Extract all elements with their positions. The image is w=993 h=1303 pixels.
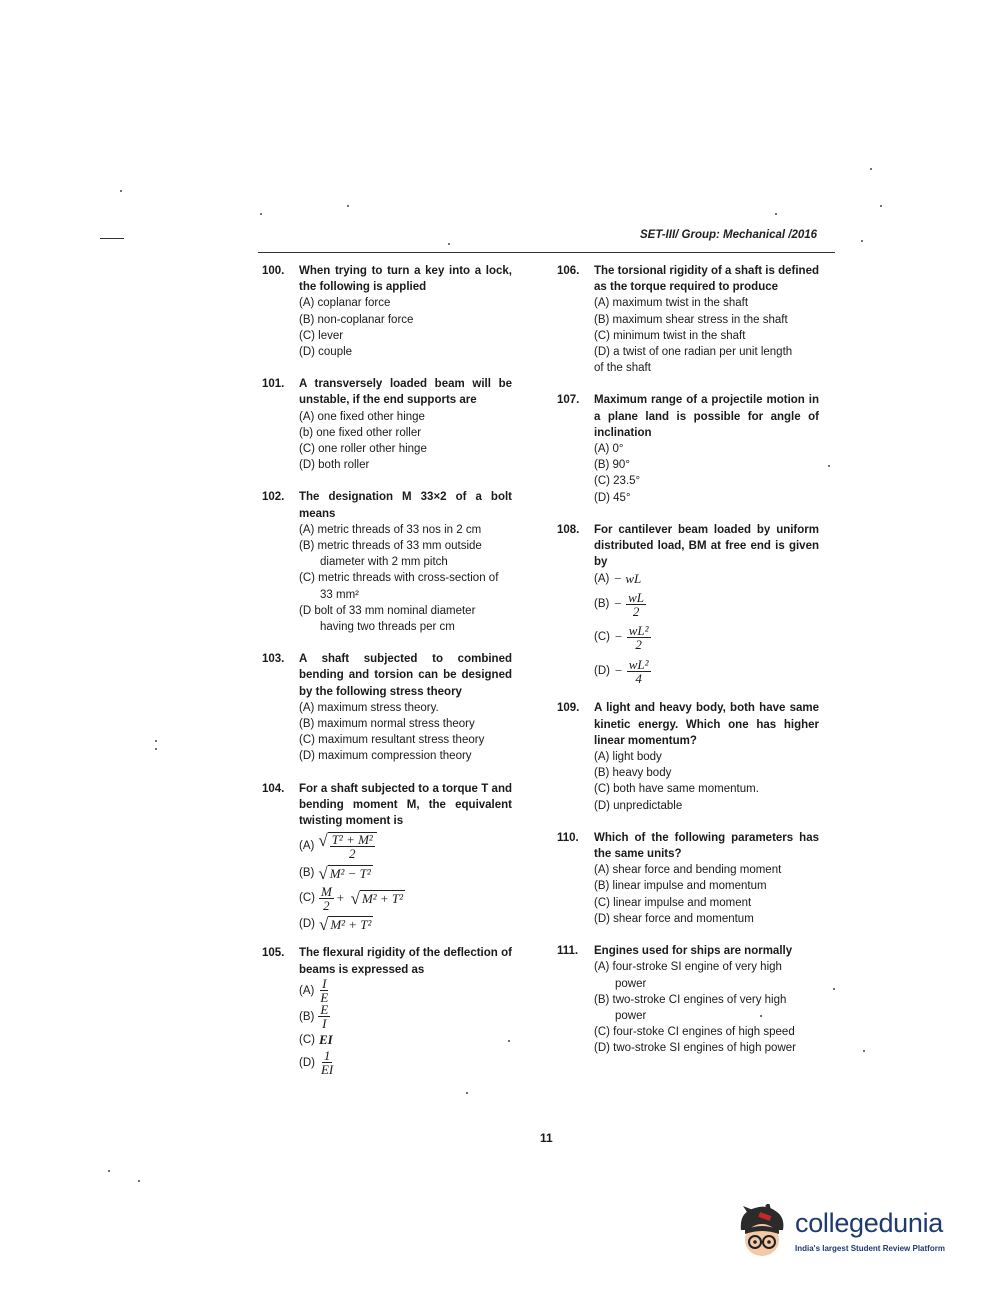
option-c (299, 883, 512, 913)
question-number: 105. (262, 947, 285, 960)
option-b: (B) − $\frac{wL}{2}$ (594, 589, 645, 619)
option-b: (B) 90° (594, 459, 630, 472)
question-number: 106. (557, 265, 580, 277)
option-d: (D) 45° (594, 491, 631, 504)
option-a: (A) one fixed other hinge (299, 410, 425, 423)
fraction: $\frac{M}{2}$ (320, 883, 332, 913)
question-105 (262, 945, 512, 1078)
question-stem: Engines used for ships are normally (594, 945, 793, 958)
option-c: (C) 23.5° (594, 475, 641, 488)
fraction: $\frac{wL}{2}$ (628, 589, 645, 619)
option-a: (A) coplanar force (299, 297, 391, 310)
question-stem: For cantilever beam loaded by uniform distributed load, BM at free end is given by (594, 523, 819, 569)
question-stem: For a shaft subjected to a torque T and bending moment M, the equivalent twisting moment is (299, 782, 512, 828)
option-d: (D bolt of 33 mm nominal diameter (299, 604, 476, 617)
question-stem: The flexural rigidity of the deflection of beams is expressed as (299, 947, 512, 976)
fraction: $\frac{\text{wL²}}{4}$ (628, 656, 649, 686)
option-b: (B) $\frac{E}{I}$ (299, 1002, 329, 1032)
plus-sign: + (335, 890, 345, 906)
sqrt-expression: √ $\frac{\text{T² + M²}}{2}$ (318, 832, 376, 860)
question-110 (557, 830, 819, 927)
option-a-cont: power (615, 977, 647, 990)
option-c: (C) metric threads with cross-section of (299, 572, 499, 585)
option-c: (C) lever (299, 329, 344, 342)
option-d: (D) two-stroke SI engines of high power (594, 1042, 796, 1055)
question-number: 104. (262, 782, 285, 795)
question-stem: Maximum range of a projectile motion in a plane land is possible for angle of inclination (594, 394, 819, 439)
header-rule-left (100, 238, 124, 239)
option-c: (C) four-stoke CI engines of high speed (594, 1026, 795, 1039)
option-b-cont: diameter with 2 mm pitch (320, 556, 448, 569)
option-b (299, 863, 512, 883)
question-108 (557, 522, 819, 689)
option-c: (C) both have same momentum. (594, 783, 759, 796)
option-a: (A) maximum twist in the shaft (594, 297, 749, 310)
option-b: (B) maximum shear stress in the shaft (594, 313, 788, 326)
option-b: (b) one fixed other roller (299, 426, 422, 439)
option-c: (C) linear impulse and moment (594, 896, 752, 909)
question-number: 101. (262, 378, 285, 391)
option-c: (C) one roller other hinge (299, 443, 427, 456)
option-d: (D) unpredictable (594, 799, 683, 812)
question-101 (262, 376, 512, 473)
question-100 (262, 263, 512, 360)
option-c-cont: 33 mm² (320, 588, 359, 601)
question-stem: A light and heavy body, both have same kinetic energy. Which one has higher linear momentum? (594, 702, 819, 747)
logo-wordmark: collegedunia (795, 1208, 944, 1238)
option-c-label: (C) (299, 892, 315, 905)
question-106 (557, 263, 819, 376)
option-a: (A) − wL (594, 571, 642, 587)
option-d: (D) − $\frac{\text{wL²}}{4}$ (594, 656, 649, 686)
option-a-label: (A) (299, 840, 315, 853)
question-number: 110. (557, 831, 579, 844)
option-b: (B) heavy body (594, 767, 672, 780)
option-a: (A) 0° (594, 443, 624, 456)
question-103 (262, 651, 512, 764)
option-c: (C) EI (299, 1031, 333, 1047)
question-number: 109. (557, 702, 580, 715)
logo-tagline: India's largest Student Review Platform (795, 1244, 945, 1253)
option-c: (C) − $\frac{\text{wL²}}{2}$ (594, 622, 649, 652)
question-102 (262, 489, 512, 635)
option-d-cont: of the shaft (594, 362, 651, 375)
fraction: $\frac{1}{EI}$ (320, 1048, 334, 1078)
sqrt-expression: √ M² − T² (318, 863, 371, 883)
option-c: (C) maximum resultant stress theory (299, 734, 485, 747)
question-number: 111. (557, 945, 579, 958)
question-stem: The designation M 33×2 of a bolt means (299, 491, 512, 520)
denominator: 2 (349, 846, 356, 862)
option-b-cont: power (615, 1009, 647, 1022)
left-column (262, 263, 512, 1076)
question-stem: A shaft subjected to combined bending and torsion can be designed by the following stress theory (299, 653, 512, 698)
sqrt-expression: √ M² + T² (350, 888, 404, 908)
fraction: $\frac{I}{E}$ (320, 976, 329, 1006)
fraction: $\frac{\text{wL²}}{2}$ (628, 622, 649, 652)
question-stem: The torsional rigidity of a shaft is defined as the torque required to produce (594, 265, 819, 294)
question-stem: When trying to turn a key into a lock, the following is applied (299, 265, 512, 294)
question-stem: A transversely loaded beam will be unstable, if the end supports are (299, 378, 512, 407)
option-d: (D) shear force and momentum (594, 912, 754, 925)
option-a: (A) light body (594, 751, 662, 764)
option-b: (B) two-stroke CI engines of very high (594, 993, 787, 1006)
option-d (299, 913, 512, 935)
option-a (299, 829, 512, 863)
page-header: SET-III/ Group: Mechanical /2016 (640, 229, 818, 241)
numerator: T² + M² (331, 832, 373, 848)
option-a: (A) maximum stress theory. (299, 701, 439, 714)
sqrt-expression: √ M² + T² (318, 914, 372, 934)
collegedunia-logo (735, 1204, 965, 1264)
option-a: (A) metric threads of 33 nos in 2 cm (299, 523, 482, 536)
option-a: (A) shear force and bending moment (594, 864, 782, 877)
option-d: (D) maximum compression theory (299, 750, 472, 763)
option-d-cont: having two threads per cm (320, 621, 455, 634)
option-b: (B) linear impulse and momentum (594, 880, 767, 893)
question-111 (557, 943, 819, 1056)
option-a: (A) four-stroke SI engine of very high (594, 961, 782, 974)
question-number: 102. (262, 491, 285, 504)
question-stem: Which of the following parameters has the same units? (594, 831, 819, 861)
mascot-icon (735, 1204, 791, 1262)
question-number: 107. (557, 394, 580, 407)
option-b: (B) metric threads of 33 mm outside (299, 540, 482, 553)
page-number: 11 (540, 1131, 553, 1145)
option-d: (D) a twist of one radian per unit length (594, 346, 793, 359)
option-a: (A) $\frac{I}{E}$ (299, 976, 329, 1006)
question-number: 108. (557, 523, 580, 536)
question-104 (262, 781, 512, 936)
option-b-label: (B) (299, 867, 315, 880)
option-c: (C) minimum twist in the shaft (594, 329, 746, 342)
question-107 (557, 392, 819, 505)
right-column (557, 263, 819, 1057)
header-rule (258, 252, 835, 253)
fraction: $\frac{E}{I}$ (320, 1002, 329, 1032)
option-d: (D) couple (299, 346, 353, 359)
option-b: (B) maximum normal stress theory (299, 718, 475, 731)
option-d-label: (D) (299, 918, 315, 931)
question-109 (557, 700, 819, 813)
question-number: 100. (262, 265, 285, 277)
option-b: (B) non-coplanar force (299, 313, 414, 326)
option-d: (D) both roller (299, 459, 370, 472)
question-number: 103. (262, 653, 285, 666)
option-d: (D) $\frac{1}{EI}$ (299, 1048, 334, 1078)
